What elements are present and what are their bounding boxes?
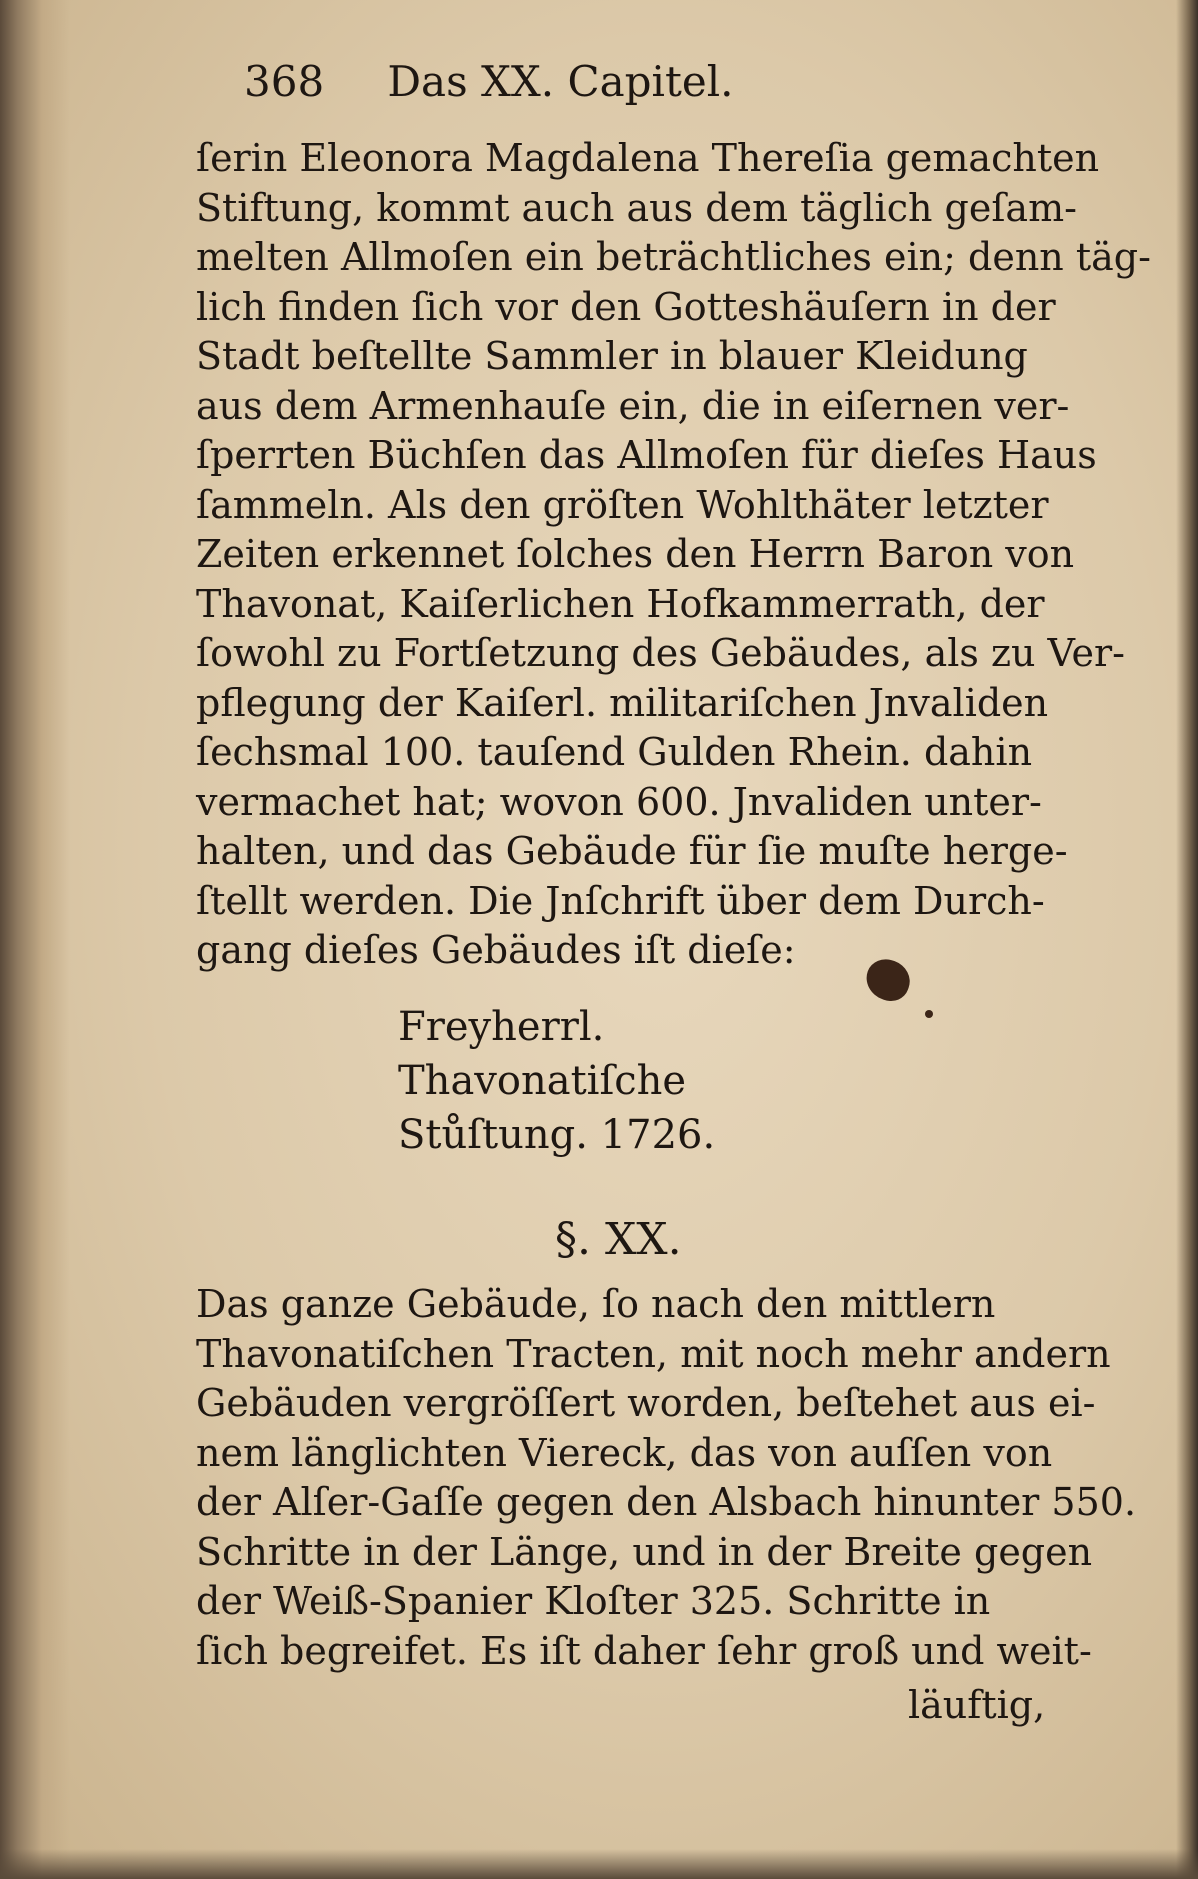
text-line: Stiftung, kommt auch aus dem täglich geſam-: [196, 185, 1077, 230]
text-line: nem länglichten Viereck, das von auſſen von: [196, 1430, 1053, 1475]
book-gutter-shadow: [0, 0, 70, 1879]
inscription-line: Stůſtung. 1726.: [398, 1112, 716, 1158]
text-line: Das ganze Gebäude, ſo nach den mittlern: [196, 1282, 996, 1326]
catchword: läuftig,: [908, 1683, 1046, 1727]
text-line: Thavonatiſchen Tracten, mit noch mehr andern: [196, 1331, 1111, 1376]
text-line: Thavonat, Kaiſerlichen Hofkammerrath, der: [196, 581, 1045, 626]
ink-dot-stain: [925, 1010, 933, 1018]
text-line: ſammeln. Als den gröſten Wohlthäter letzter: [196, 482, 1049, 527]
page-header: [244, 52, 844, 112]
page-fore-edge: [1176, 0, 1198, 1879]
text-line: vermachet hat; wovon 600. Jnvaliden unter-: [196, 779, 1042, 824]
text-line: ſperrten Büchſen das Allmoſen für dieſes Haus: [196, 433, 1097, 477]
text-line: ſowohl zu Fortſetzung des Gebäudes, als zu Ver-: [196, 631, 1125, 675]
section-body-text: [196, 1280, 1137, 1676]
text-line: ſechsmal 100. tauſend Gulden Rhein. dahin: [196, 730, 1033, 774]
text-line: pflegung der Kaiſerl. militariſchen Jnvaliden: [196, 680, 1049, 725]
text-line: Stadt beſtellte Sammler in blauer Kleidung: [196, 334, 1028, 378]
page-bottom-edge: [0, 1849, 1198, 1879]
text-line: Gebäuden vergröſſert worden, beſtehet aus ei-: [196, 1381, 1096, 1425]
text-line: gang dieſes Gebäudes iſt dieſe:: [196, 928, 796, 972]
inscription-block: [398, 1000, 715, 1162]
section-heading: §. XX.: [555, 1214, 682, 1265]
text-line: ſich begreifet. Es iſt daher ſehr groß und weit-: [196, 1628, 1092, 1673]
text-line: aus dem Armenhauſe ein, die in eiſernen ver-: [196, 383, 1070, 428]
page-number: 368: [244, 57, 325, 106]
text-line: Zeiten erkennet ſolches den Herrn Baron von: [196, 532, 1075, 576]
body-text: [196, 134, 1151, 976]
text-line: melten Allmoſen ein beträchtliches ein; denn täg-: [196, 235, 1151, 279]
running-head: Das XX. Capitel.: [387, 57, 734, 106]
text-line: ſerin Eleonora Magdalena Thereſia gemachten: [196, 136, 1100, 180]
inscription-line: Thavonatiſche: [398, 1058, 687, 1104]
text-line: halten, und das Gebäude für ſie muſte herge-: [196, 829, 1068, 873]
text-line: lich finden ſich vor den Gotteshäuſern in der: [196, 284, 1056, 329]
text-line: der Weiß-Spanier Kloſter 325. Schritte in: [196, 1579, 991, 1623]
text-line: der Alſer-Gaſſe gegen den Alsbach hinunter 550.: [196, 1480, 1137, 1524]
text-line: Schritte in der Länge, und in der Breite gegen: [196, 1529, 1093, 1574]
inscription-line: Freyherrl.: [398, 1004, 605, 1050]
text-line: ſtellt werden. Die Jnſchrift über dem Durch-: [196, 878, 1045, 923]
